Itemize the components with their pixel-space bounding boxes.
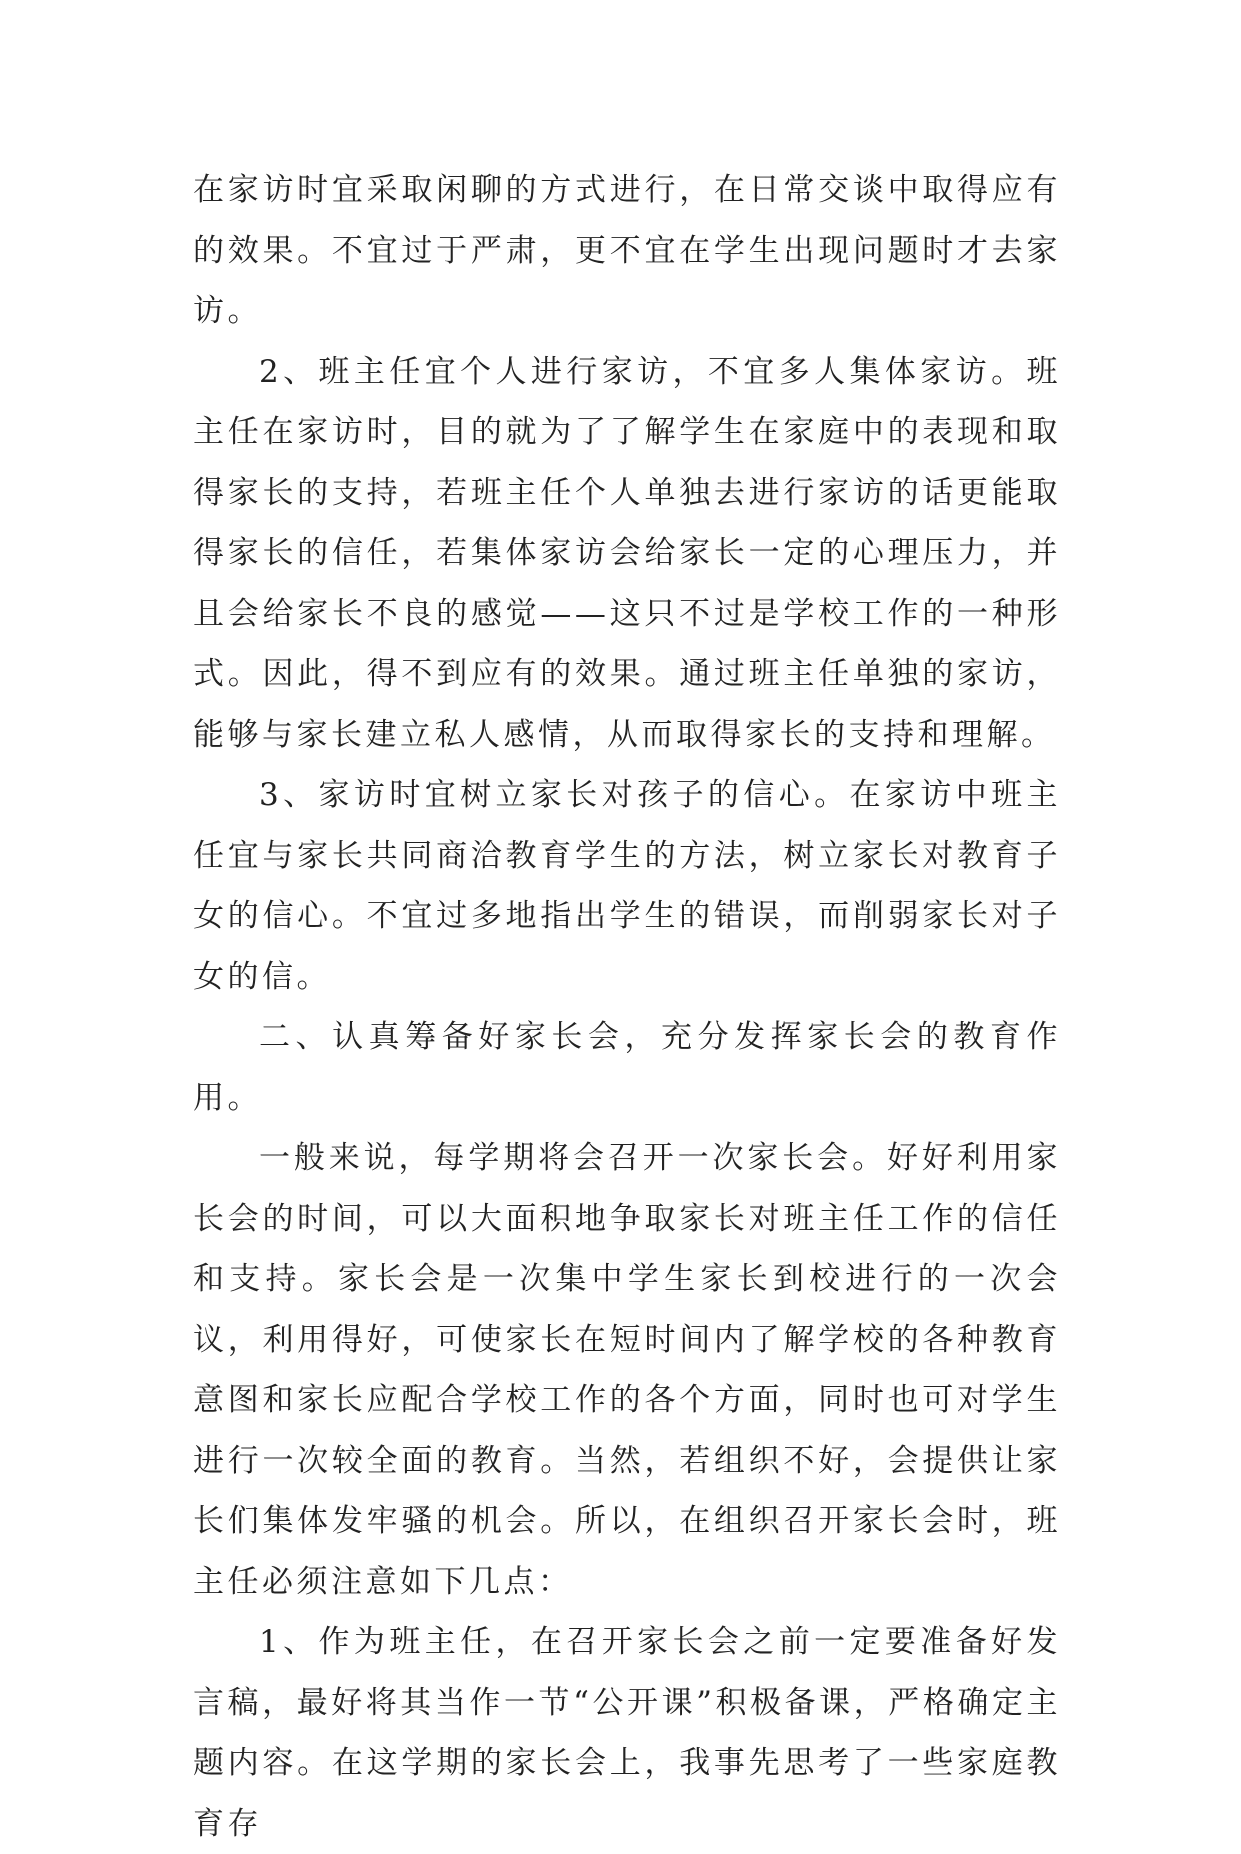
document-body bbox=[193, 160, 1061, 1854]
paragraph-parent-meeting-overview: 一般来说，每学期将会召开一次家长会。好好利用家长会的时间，可以大面积地争取家长对班主任工作的信任和支持。家长会是一次集中学生家长到校进行的一次会议，利用得好，可使家长在短时间内了解学校的各种教育意图和家长应配合学校工作的各个方面，同时也可对学生进行一次较全面的教育。当然，若组织不好，会提供让家长们集体发牢骚的机会。所以，在组织召开家长会时，班主任必须注意如下几点： bbox=[193, 1140, 1061, 1600]
paragraph-individual-home-visit: 2、班主任宜个人进行家访，不宜多人集体家访。班主任在家访时，目的就为了了解学生在家庭中的表现和取得家长的支持，若班主任个人单独去进行家访的话更能取得家长的信任，若集体家访会给家长一定的心理压力，并且会给家长不良的感觉——这只不过是学校工作的一种形式。因此，得不到应有的效果。通过班主任单独的家访，能够与家长建立私人感情，从而取得家长的支持和理解。 bbox=[193, 353, 1061, 753]
paragraph-prepare-speech: 1、作为班主任，在召开家长会之前一定要准备好发言稿，最好将其当作一节“公开课”积极备课，严格确定主题内容。在这学期的家长会上，我事先思考了一些家庭教育存 bbox=[193, 1624, 1061, 1842]
paragraph-home-visit-style: 在家访时宜采取闲聊的方式进行，在日常交谈中取得应有的效果。不宜过于严肃，更不宜在学生出现问题时才去家访。 bbox=[193, 172, 1061, 329]
section-heading-parent-meeting: 二、认真筹备好家长会，充分发挥家长会的教育作用。 bbox=[193, 1019, 1061, 1116]
paragraph-parent-confidence: 3、家访时宜树立家长对孩子的信心。在家访中班主任宜与家长共同商洽教育学生的方法，树立家长对教育子女的信心。不宜过多地指出学生的错误，而削弱家长对子女的信。 bbox=[193, 777, 1061, 995]
